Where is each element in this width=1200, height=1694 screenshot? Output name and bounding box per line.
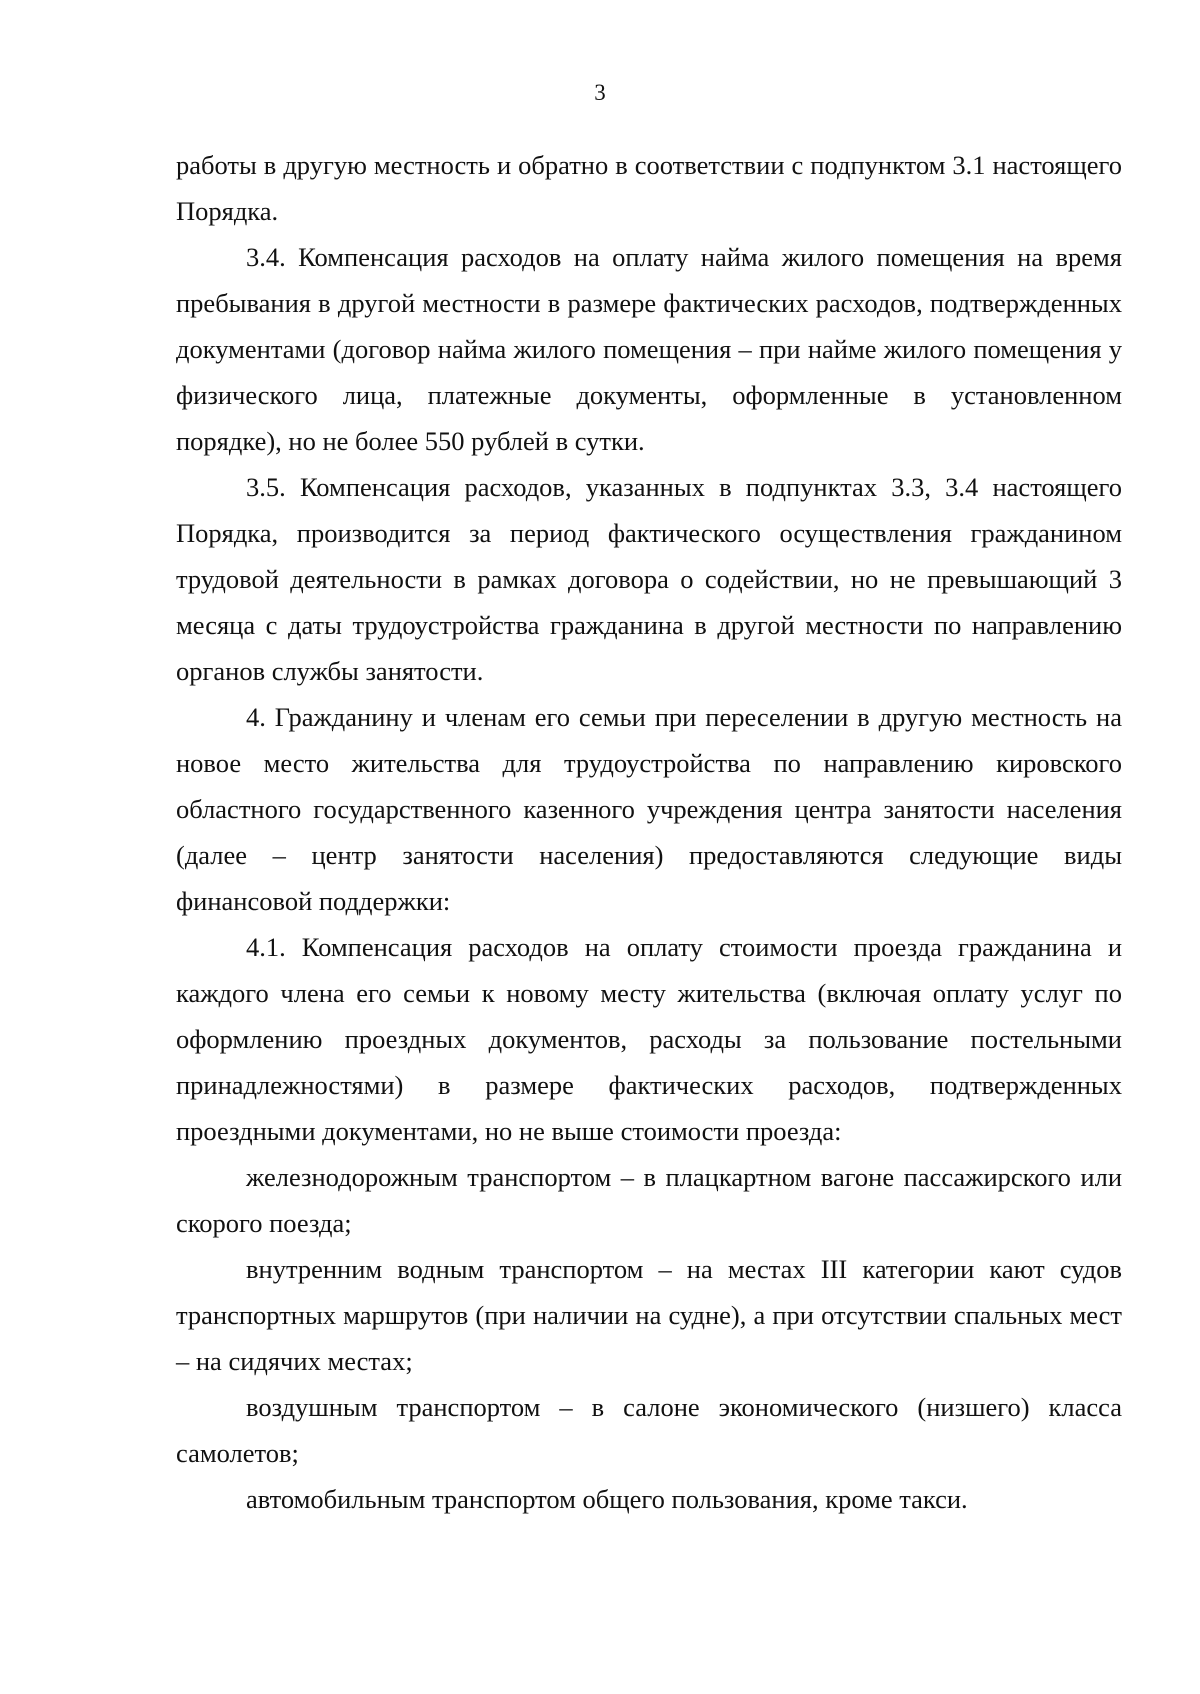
paragraph-railway: железнодорожным транспортом – в плацкартном вагоне пассажирского или скорого поезда; (176, 1162, 1122, 1238)
page-number: 3 (594, 80, 606, 105)
document-body (176, 142, 1122, 1522)
paragraph-air: воздушным транспортом – в салоне экономического (низшего) класса самолетов; (176, 1392, 1122, 1468)
paragraph-3-5: 3.5. Компенсация расходов, указанных в подпунктах 3.3, 3.4 настоящего Порядка, производится за период фактического осуществления гражданином трудовой деятельности в рамках договора о содействии, но не превышающий 3 месяца с даты трудоустройства гражданина в другой местности по направлению органов службы занятости. (176, 472, 1122, 686)
paragraph-water: внутренним водным транспортом – на местах III категории кают судов транспортных маршрутов (при наличии на судне), а при отсутствии спальных мест – на сидячих местах; (176, 1254, 1122, 1376)
paragraph-continuation: работы в другую местность и обратно в соответствии с подпунктом 3.1 настоящего Порядка. (176, 150, 1122, 226)
paragraph-3-4: 3.4. Компенсация расходов на оплату найма жилого помещения на время пребывания в другой местности в размере фактических расходов, подтвержденных документами (договор найма жилого помещения – при найме жилого помещения у физического лица, платежные документы, оформленные в установленном порядке), но не более 550 рублей в сутки. (176, 242, 1122, 456)
paragraph-4-1: 4.1. Компенсация расходов на оплату стоимости проезда гражданина и каждого члена его семьи к новому месту жительства (включая оплату услуг по оформлению проездных документов, расходы за пользование постельными принадлежностями) в размере фактических расходов, подтвержденных проездными документами, но не выше стоимости проезда: (176, 932, 1122, 1146)
paragraph-4: 4. Гражданину и членам его семьи при переселении в другую местность на новое место жительства для трудоустройства по направлению кировского областного государственного казенного учреждения центра занятости населения (далее – центр занятости населения) предоставляются следующие виды финансовой поддержки: (176, 702, 1122, 916)
paragraph-road: автомобильным транспортом общего пользования, кроме такси. (246, 1484, 968, 1514)
